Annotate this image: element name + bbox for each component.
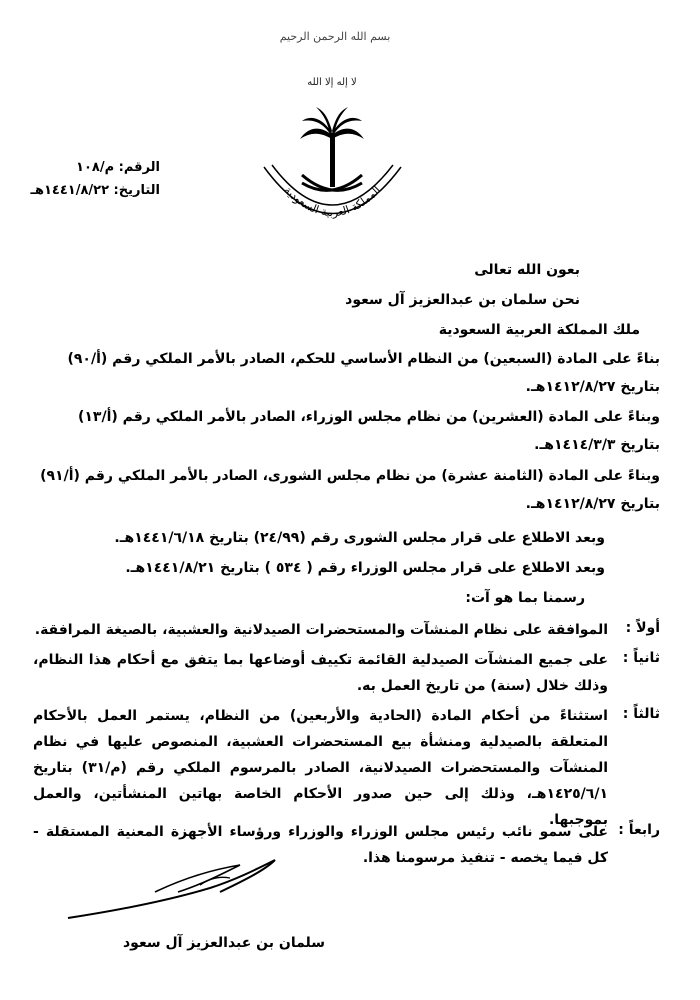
signature-icon [60, 840, 320, 930]
preamble-line-2: نحن سلمان بن عبدالعزيز آل سعود [345, 292, 580, 308]
item-4-label: رابعاً : [618, 822, 660, 838]
item-4-text: على سمو نائب رئيس مجلس الوزراء والوزراء ورؤساء الأجهزة المعنية المستقلة - كل فيما يخصه - تنفيذ مرسومنا هذا. [33, 824, 608, 866]
review-1: وبعد الاطلاع على قرار مجلس الشورى رقم (٢٤/٩٩) بتاريخ ١٤٤١/٦/١٨هـ. [114, 530, 605, 546]
signer-name: سلمان بن عبدالعزيز آل سعود [122, 935, 325, 951]
emblem-motto: لا إله إلا الله [307, 77, 357, 88]
preamble-line-1: بعون الله تعالى [474, 262, 580, 278]
item-3-label: ثالثاً : [622, 706, 660, 722]
recital-1: بناءً على المادة (السبعين) من النظام الأساسي للحكم، الصادر بالأمر الملكي رقم (أ/٩٠) بتاريخ ١٤١٢/٨/٢٧هـ. [67, 351, 660, 395]
item-3-text: استثناءً من أحكام المادة (الحادية والأربعين) من النظام، يستمر العمل بالأحكام المتعلقة بالصيدلية ومنشأة بيع المستحضرات العشبية، المنصوص عليها في نظام المنشآت والمستحضرات الصيدلانية، الصادر بالمرسوم الملكي رقم (م/٣١) بتاريخ ١٤٢٥/٦/١هـ، وذلك إلى حين صدور الأحكام الخاصة بهاتين المنشأتين، والعمل بموجبها. [33, 708, 608, 828]
reference-block [10, 160, 160, 206]
decree-intro: رسمنا بما هو آت: [465, 590, 585, 606]
preamble-line-3: ملك المملكة العربية السعودية [438, 322, 640, 338]
saudi-emblem-icon [250, 55, 415, 230]
item-1-label: أولاً : [625, 620, 660, 636]
reference-number: الرقم: م/١٠٨ [76, 160, 160, 175]
basmala: بسم الله الرحمن الرحيم [279, 30, 391, 43]
item-2-label: ثانياً : [622, 650, 660, 666]
palm-tree-icon [300, 107, 364, 187]
recital-2: وبناءً على المادة (العشرين) من نظام مجلس الوزراء، الصادر بالأمر الملكي رقم (أ/١٣) بتاريخ ١٤١٤/٣/٣هـ. [77, 409, 660, 453]
item-2-text: على جميع المنشآت الصيدلية القائمة تكييف أوضاعها بما يتفق مع أحكام هذا النظام، وذلك خلال (سنة) من تاريخ العمل به. [33, 652, 608, 694]
review-2: وبعد الاطلاع على قرار مجلس الوزراء رقم ( ٥٣٤ ) بتاريخ ١٤٤١/٨/٢١هـ. [125, 560, 605, 576]
reference-date: التاريخ: ١٤٤١/٨/٢٢هـ [30, 183, 160, 198]
item-1-text: الموافقة على نظام المنشآت والمستحضرات الصيدلانية والعشبية، بالصيغة المرافقة. [34, 622, 608, 638]
emblem-arc-text: المملكة العربية السعودية [281, 183, 384, 220]
recital-3: وبناءً على المادة (الثامنة عشرة) من نظام مجلس الشورى، الصادر بالأمر الملكي رقم (أ/٩١) بتاريخ ١٤١٢/٨/٢٧هـ. [40, 468, 660, 512]
